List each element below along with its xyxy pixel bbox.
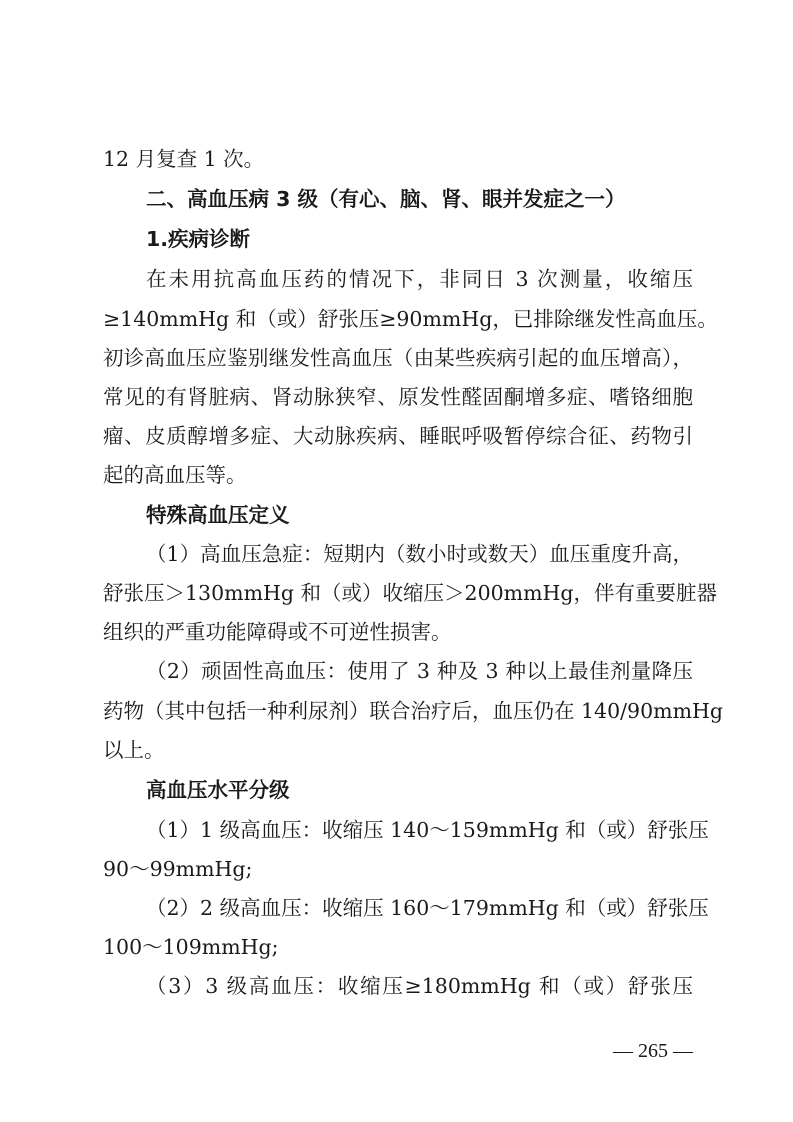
text-line: （3）3 级高血压：收缩压≥180mmHg 和（或）舒张压 <box>146 974 693 998</box>
text-line: （2）2 级高血压：收缩压 160～179mmHg 和（或）舒张压 <box>146 896 709 920</box>
text-line: 起的高血压等。 <box>103 463 247 487</box>
text-line: 瘤、皮质醇增多症、大动脉疾病、睡眠呼吸暂停综合征、药物引 <box>103 424 693 448</box>
text-line: （1）高血压急症：短期内（数小时或数天）血压重度升高， <box>146 542 693 566</box>
text-line: （1）1 级高血压：收缩压 140～159mmHg 和（或）舒张压 <box>146 818 709 842</box>
page-number: — 265 — <box>613 1040 693 1062</box>
subsection-heading: 1.疾病诊断 <box>146 227 251 251</box>
text-line: ≥140mmHg 和（或）舒张压≥90mmHg，已排除继发性高血压。 <box>103 307 718 331</box>
section-heading: 二、高血压病 3 级（有心、脑、肾、眼并发症之一） <box>146 187 626 211</box>
text-line: 以上。 <box>103 738 165 762</box>
text-line: 在未用抗高血压药的情况下，非同日 3 次测量，收缩压 <box>146 267 693 291</box>
subsection-heading: 高血压水平分级 <box>146 778 290 802</box>
text-line: 初诊高血压应鉴别继发性高血压（由某些疾病引起的血压增高）， <box>103 346 693 370</box>
text-line: 12 月复查 1 次。 <box>103 147 265 171</box>
text-line: 舒张压＞130mmHg 和（或）收缩压＞200mmHg，伴有重要脏器 <box>103 581 718 605</box>
text-line: 100～109mmHg; <box>103 935 279 959</box>
text-line: （2）顽固性高血压：使用了 3 种及 3 种以上最佳剂量降压 <box>146 659 693 683</box>
text-line: 常见的有肾脏病、肾动脉狭窄、原发性醛固酮增多症、嗜铬细胞 <box>103 385 693 409</box>
text-line: 90～99mmHg; <box>103 857 253 881</box>
text-line: 药物（其中包括一种利尿剂）联合治疗后，血压仍在 140/90mmHg <box>103 699 724 723</box>
subsection-heading: 特殊高血压定义 <box>146 503 290 527</box>
text-line: 组织的严重功能障碍或不可逆性损害。 <box>103 620 452 644</box>
